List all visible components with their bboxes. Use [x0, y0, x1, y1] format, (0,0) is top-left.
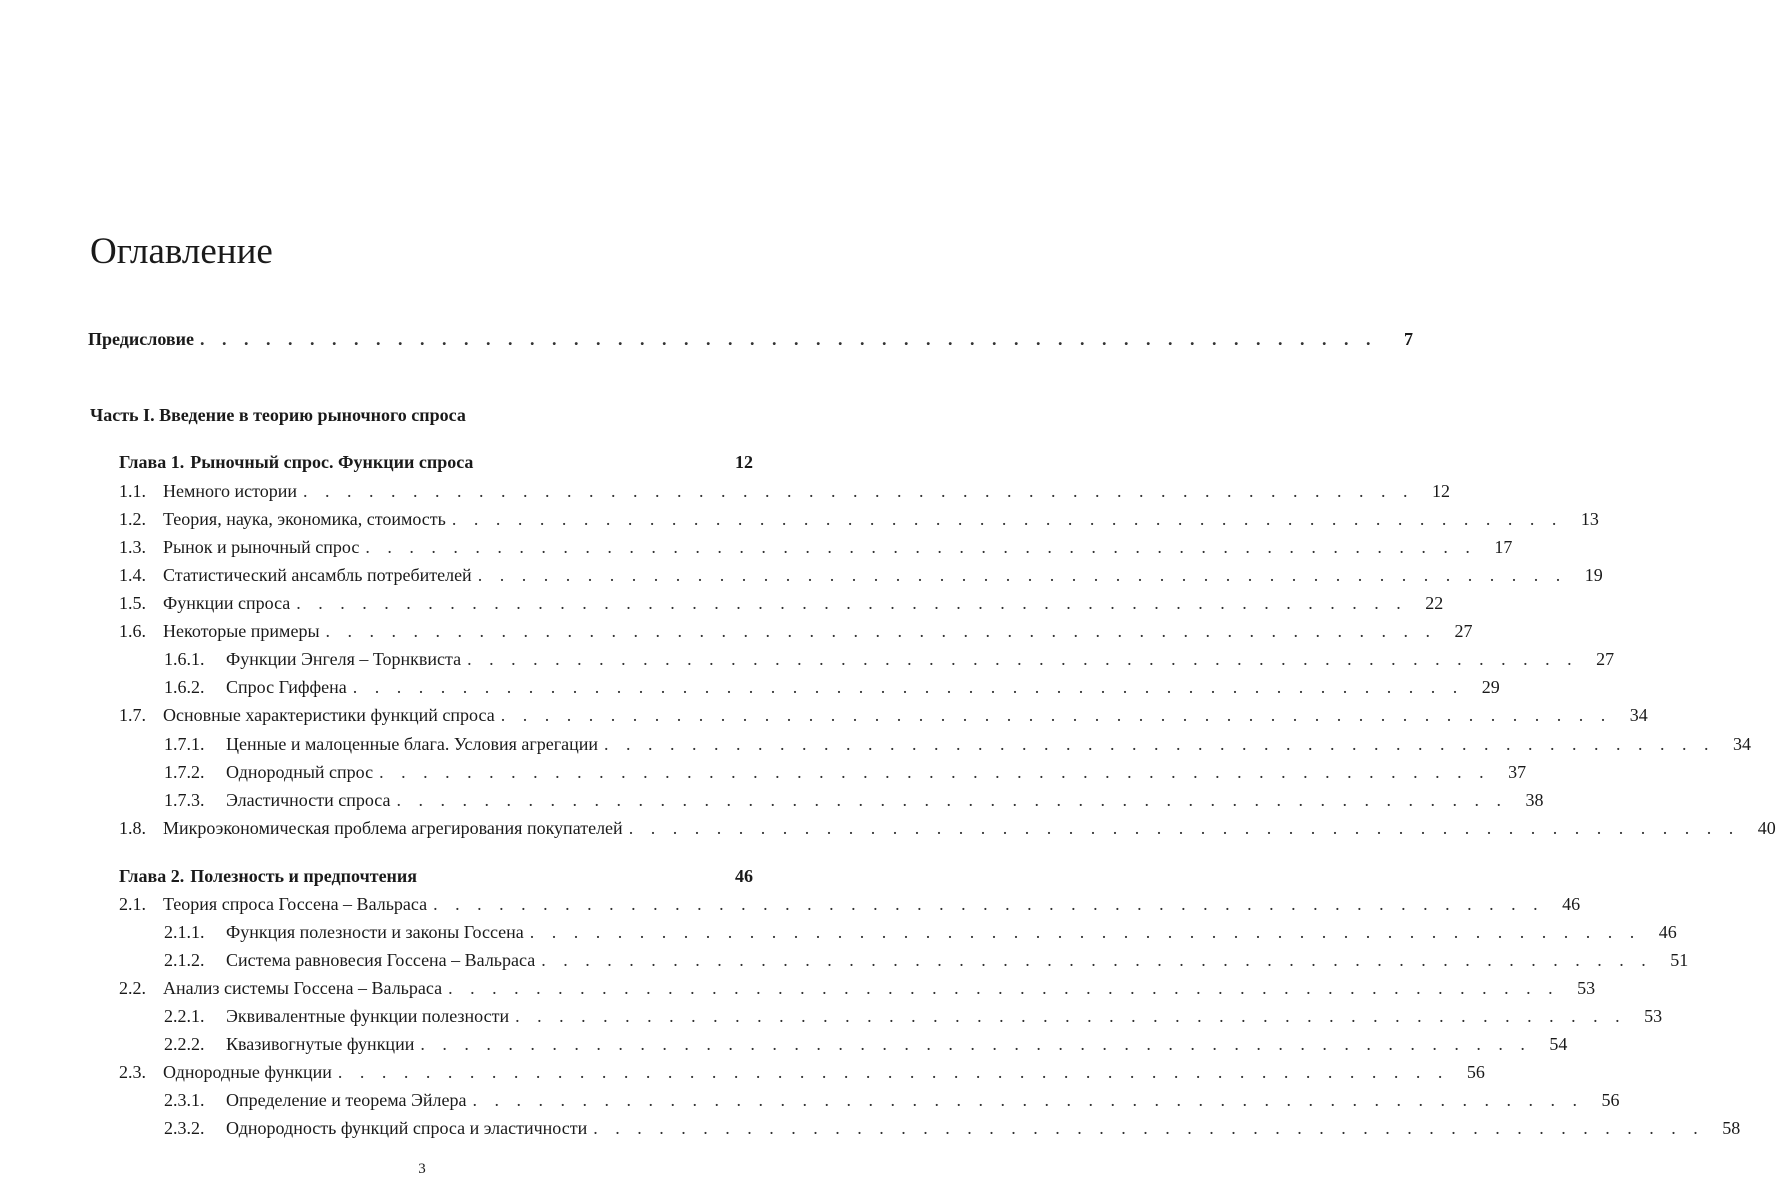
subsection-number: 2.1.2. — [164, 950, 205, 970]
section-title: Некоторые примеры — [163, 621, 320, 641]
toc-page-number: 12 — [735, 452, 753, 472]
section-number: 2.3. — [119, 1062, 146, 1082]
subsection-title: Определение и теорема Эйлера — [226, 1090, 467, 1110]
toc-section[interactable] — [119, 701, 1648, 729]
toc-section[interactable] — [119, 1058, 1485, 1086]
subsection-number: 1.6.2. — [164, 677, 205, 697]
toc-page-number: 19 — [1584, 565, 1603, 585]
subsection-title: Эквивалентные функции полезности — [226, 1006, 510, 1026]
toc-subsection[interactable] — [164, 758, 1527, 786]
toc-subsection[interactable] — [164, 730, 1751, 758]
toc-page-number: 53 — [1644, 1006, 1663, 1026]
toc-page-number: 56 — [1601, 1090, 1620, 1110]
leader-dots: . . . . . . . . . . . . . . . . . . . . . . . . . . . . . . . . . . . . . . . . . . . . . . . . . . . — [352, 677, 1464, 697]
toc-page-number: 27 — [1454, 621, 1473, 641]
leader-dots: . . . . . . . . . . . . . . . . . . . . . . . . . . . . . . . . . . . . . . . . . . . . . . . . . . . — [628, 818, 1740, 838]
leader-dots: . . . . . . . . . . . . . . . . . . . . . . . . . . . . . . . . . . . . . . . . . . . . . . . . . . . — [515, 1006, 1627, 1026]
toc-page-number: 51 — [1670, 950, 1689, 970]
toc-page-number: 22 — [1425, 593, 1444, 613]
toc-section[interactable] — [119, 617, 1473, 645]
leader-dots: . . . . . . . . . . . . . . . . . . . . . . . . . . . . . . . . . . . . . . . . . . . . . . . . . . . — [467, 649, 1579, 669]
chapter-number: Глава 1. — [119, 452, 185, 472]
section-number: 1.1. — [119, 481, 146, 501]
subsection-number: 2.3.1. — [164, 1090, 205, 1110]
section-number: 1.7. — [119, 705, 146, 725]
toc-subsection[interactable] — [164, 1114, 1741, 1142]
page-number: 3 — [418, 1161, 426, 1177]
toc-page-number: 56 — [1466, 1062, 1485, 1082]
subsection-title: Функция полезности и законы Госсена — [226, 922, 524, 942]
section-number: 1.8. — [119, 818, 146, 838]
chapter-title: Полезность и предпочтения — [190, 866, 418, 886]
toc-page-number: 34 — [1733, 734, 1751, 754]
toc-chapter-1[interactable] — [119, 448, 753, 476]
leader-dots: . . . . . . . . . . . . . . . . . . . . . . . . . . . . . . . . . . . . . . . . . . . . . . . . . . . — [451, 509, 1563, 529]
part-heading: Часть I. Введение в теорию рыночного спроса — [90, 405, 466, 425]
subsection-number: 1.6.1. — [164, 649, 205, 669]
toc-section[interactable] — [119, 477, 1450, 505]
subsection-title: Ценные и малоценные блага. Условия агрегации — [226, 734, 598, 754]
chapter-number: Глава 2. — [119, 866, 185, 886]
section-title: Анализ системы Госсена – Вальраса — [163, 978, 443, 998]
section-number: 1.4. — [119, 565, 146, 585]
toc-page-number: 12 — [1431, 481, 1450, 501]
subsection-title: Однородность функций спроса и эластичности — [226, 1118, 588, 1138]
leader-dots: . . . . . . . . . . . . . . . . . . . . . . . . . . . . . . . . . . . . . . . . . . . . . . . . . . . — [396, 790, 1508, 810]
leader-dots: . . . . . . . . . . . . . . . . . . . . . . . . . . . . . . . . . . . . . . . . . . . . . . . . . . . — [302, 481, 1414, 501]
toc-subsection[interactable] — [164, 1086, 1620, 1114]
toc-page-number: 29 — [1481, 677, 1500, 697]
leader-dots: . . . . . . . . . . . . . . . . . . . . . . . . . . . . . . . . . . . . . . . . . . . . . . . . . . . — [337, 1062, 1449, 1082]
toc-page-number: 13 — [1580, 509, 1599, 529]
section-number: 2.2. — [119, 978, 146, 998]
toc-entry-preface[interactable] — [88, 329, 1413, 355]
subsection-number: 2.2.1. — [164, 1006, 205, 1026]
toc-page-number: 46 — [1562, 894, 1581, 914]
section-title: Основные характеристики функций спроса — [163, 705, 495, 725]
toc-section[interactable] — [119, 814, 1776, 842]
leader-dots: . . . . . . . . . . . . . . . . . . . . . . . . . . . . . . . . . . . . . . . . . . . . . . . . . . . — [448, 978, 1560, 998]
subsection-title: Функции Энгеля – Торнквиста — [226, 649, 462, 669]
toc-entry-title: Предисловие — [88, 329, 194, 349]
section-title: Статистический ансамбль потребителей — [163, 565, 472, 585]
toc-section[interactable] — [119, 561, 1603, 589]
section-title: Однородные функции — [163, 1062, 332, 1082]
subsection-number: 1.7.3. — [164, 790, 205, 810]
toc-section[interactable] — [119, 890, 1581, 918]
section-number: 1.6. — [119, 621, 146, 641]
leader-dots: . . . . . . . . . . . . . . . . . . . . . . . . . . . . . . . . . . . . . . . . . . . . . . . . . . . — [472, 1090, 1584, 1110]
subsection-number: 1.7.1. — [164, 734, 205, 754]
toc-page-number: 27 — [1596, 649, 1615, 669]
leader-dots: . . . . . . . . . . . . . . . . . . . . . . . . . . . . . . . . . . . . . . . . . . . . . . . . . . . — [296, 593, 1408, 613]
toc-subsection[interactable] — [164, 786, 1544, 814]
toc-page-number: 40 — [1757, 818, 1776, 838]
subsection-title: Эластичности спроса — [226, 790, 391, 810]
section-title: Рынок и рыночный спрос — [163, 537, 360, 557]
section-number: 2.1. — [119, 894, 146, 914]
section-title: Теория, наука, экономика, стоимость — [163, 509, 446, 529]
toc-section[interactable] — [119, 533, 1513, 561]
toc-subsection[interactable] — [164, 946, 1689, 974]
toc-page-number: 58 — [1722, 1118, 1741, 1138]
toc-page-number: 38 — [1525, 790, 1544, 810]
section-title: Микроэкономическая проблема агрегирования покупателей — [163, 818, 623, 838]
section-number: 1.2. — [119, 509, 146, 529]
leader-dots: . . . . . . . . . . . . . . . . . . . . . . . . . . . . . . . . . . . . . . . . . . . . . . . . . . . — [379, 762, 1491, 782]
section-title: Теория спроса Госсена – Вальраса — [163, 894, 428, 914]
section-title: Функции спроса — [163, 593, 291, 613]
leader-dots: . . . . . . . . . . . . . . . . . . . . . . . . . . . . . . . . . . . . . . . . . . . . . . . . . . . — [420, 1034, 1532, 1054]
toc-subsection[interactable] — [164, 1030, 1568, 1058]
section-number: 1.3. — [119, 537, 146, 557]
toc-page-number: 46 — [1658, 922, 1677, 942]
page-title: Оглавление — [90, 231, 273, 272]
leader-dots: . . . . . . . . . . . . . . . . . . . . . . . . . . . . . . . . . . . . . . . . . . . . . . . . . . . — [500, 705, 1612, 725]
subsection-title: Квазивогнутые функции — [226, 1034, 415, 1054]
toc-subsection[interactable] — [164, 673, 1500, 701]
leader-dots: . . . . . . . . . . . . . . . . . . . . . . . . . . . . . . . . . . . . . . . . . . . . . . . . . . . — [541, 950, 1653, 970]
subsection-title: Спрос Гиффена — [226, 677, 347, 697]
subsection-title: Система равновесия Госсена – Вальраса — [226, 950, 536, 970]
toc-subsection[interactable] — [164, 1002, 1663, 1030]
subsection-title: Однородный спрос — [226, 762, 374, 782]
toc-section[interactable] — [119, 505, 1599, 533]
section-title: Немного истории — [163, 481, 297, 501]
toc-section[interactable] — [119, 974, 1596, 1002]
toc-subsection[interactable] — [164, 645, 1615, 673]
subsection-number: 2.3.2. — [164, 1118, 205, 1138]
subsection-number: 2.2.2. — [164, 1034, 205, 1054]
leader-dots: . . . . . . . . . . . . . . . . . . . . . . . . . . . . . . . . . . . . . . . . . . . . . . . . . . . — [325, 621, 1437, 641]
leader-dots: . . . . . . . . . . . . . . . . . . . . . . . . . . . . . . . . . . . . . . . . . . . . . . . . . . . — [529, 922, 1641, 942]
leader-dots: . . . . . . . . . . . . . . . . . . . . . . . . . . . . . . . . . . . . . . . . . . . . . . . . . . . — [433, 894, 1545, 914]
toc-page-number: 37 — [1508, 762, 1527, 782]
toc-page-number: 17 — [1494, 537, 1513, 557]
toc-page-number: 46 — [735, 866, 753, 886]
subsection-number: 1.7.2. — [164, 762, 205, 782]
leader-dots: . . . . . . . . . . . . . . . . . . . . . . . . . . . . . . . . . . . . . . . . . . . . . . . . . . . . . . — [199, 329, 1377, 349]
toc-page-number: 34 — [1629, 705, 1648, 725]
leader-dots: . . . . . . . . . . . . . . . . . . . . . . . . . . . . . . . . . . . . . . . . . . . . . . . . . . — [477, 565, 1567, 585]
toc-section[interactable] — [119, 589, 1444, 617]
chapter-title: Рыночный спрос. Функции спроса — [190, 452, 474, 472]
toc-page-number: 53 — [1577, 978, 1596, 998]
leader-dots: . . . . . . . . . . . . . . . . . . . . . . . . . . . . . . . . . . . . . . . . . . . . . . . . . . . — [365, 537, 1477, 557]
leader-dots: . . . . . . . . . . . . . . . . . . . . . . . . . . . . . . . . . . . . . . . . . . . . . . . . . . . — [604, 734, 1715, 754]
toc-subsection[interactable] — [164, 918, 1677, 946]
subsection-number: 2.1.1. — [164, 922, 205, 942]
toc-chapter-2[interactable] — [119, 862, 753, 890]
section-number: 1.5. — [119, 593, 146, 613]
toc-page-number: 54 — [1549, 1034, 1568, 1054]
toc-page-number: 7 — [1403, 329, 1413, 349]
leader-dots: . . . . . . . . . . . . . . . . . . . . . . . . . . . . . . . . . . . . . . . . . . . . . . . . . . . — [593, 1118, 1705, 1138]
